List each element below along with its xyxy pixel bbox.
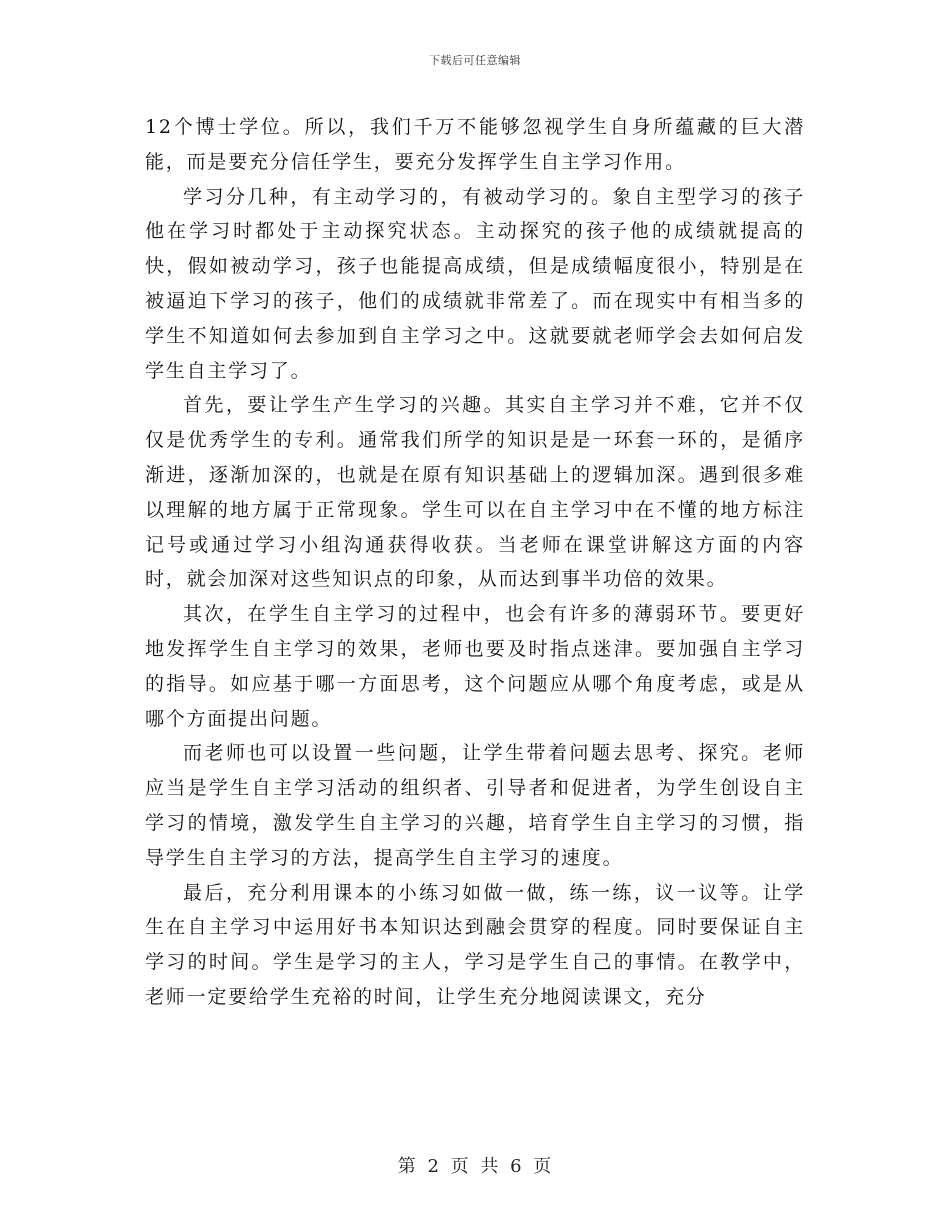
document-body	[145, 110, 805, 1015]
paragraph-3: 首先，要让学生产生学习的兴趣。其实自主学习并不难，它并不仅仅是优秀学生的专利。通常我们所学的知识是是一环套一环的，是循序渐进，逐渐加深的，也就是在原有知识基础上的逻辑加深。遇到很多难以理解的地方属于正常现象。学生可以在自主学习中在不懂的地方标注记号或通过学习小组沟通获得收获。当老师在课堂讲解这方面的内容时，就会加深对这些知识点的印象，从而达到事半功倍的效果。	[145, 394, 805, 591]
page-number-footer: 第 2 页 共 6 页	[397, 1156, 553, 1177]
paragraph-1: 12个博士学位。所以，我们千万不能够忽视学生自身所蕴藏的巨大潜能，而是要充分信任学生，要充分发挥学生自主学习作用。	[145, 116, 805, 173]
page-header: 下载后可任意编辑	[429, 54, 521, 67]
paragraph-6: 最后，充分利用课本的小练习如做一做，练一练，议一议等。让学生在自主学习中运用好书本知识达到融会贯穿的程度。同时要保证自主学习的时间。学生是学习的主人，学习是学生自己的事情。在教学中，老师一定要给学生充裕的时间，让学生充分地阅读课文，充分	[145, 881, 805, 1008]
paragraph-2: 学习分几种，有主动学习的，有被动学习的。象自主型学习的孩子他在学习时都处于主动探究状态。主动探究的孩子他的成绩就提高的快，假如被动学习，孩子也能提高成绩，但是成绩幅度很小，特别是在被逼迫下学习的孩子，他们的成绩就非常差了。而在现实中有相当多的学生不知道如何去参加到自主学习之中。这就要就老师学会去如何启发学生自主学习了。	[145, 185, 805, 382]
paragraph-5: 而老师也可以设置一些问题，让学生带着问题去思考、探究。老师应当是学生自主学习活动的组织者、引导者和促进者，为学生创设自主学习的情境，激发学生自主学习的兴趣，培育学生自主学习的习惯，指导学生自主学习的方法，提高学生自主学习的速度。	[145, 742, 805, 869]
paragraph-4: 其次，在学生自主学习的过程中，也会有许多的薄弱环节。要更好地发挥学生自主学习的效果，老师也要及时指点迷津。要加强自主学习的指导。如应基于哪一方面思考，这个问题应从哪个角度考虑，或是从哪个方面提出问题。	[145, 603, 805, 730]
